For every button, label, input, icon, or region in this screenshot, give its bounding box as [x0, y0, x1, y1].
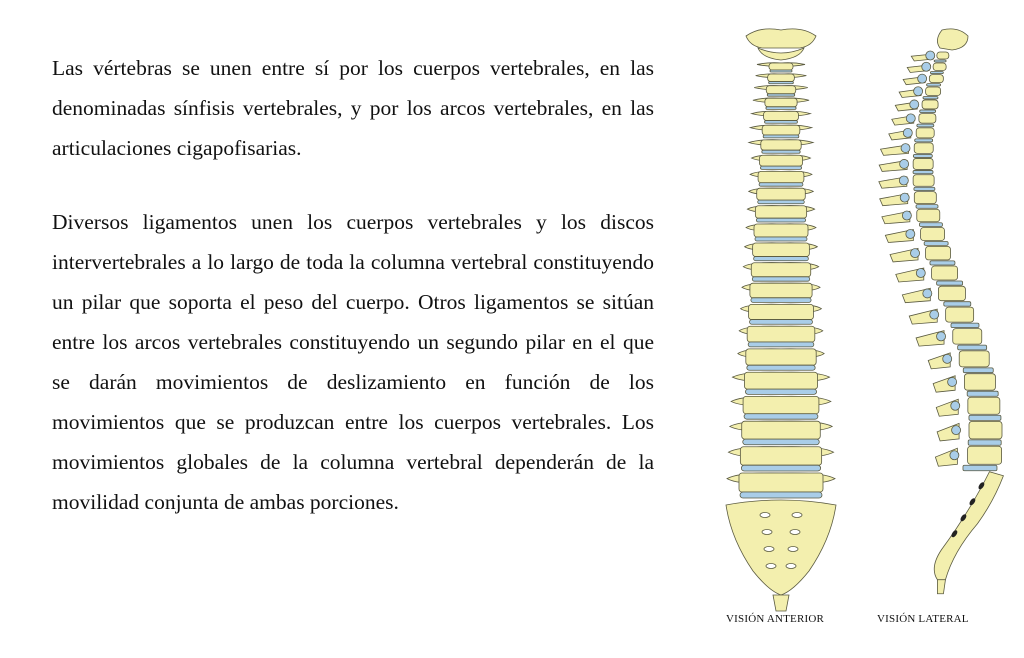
vertebral-body — [740, 447, 821, 465]
lateral-vertebral-body — [922, 100, 938, 109]
intervertebral-disc — [745, 389, 816, 394]
facet-joint — [899, 176, 908, 185]
lateral-disc — [920, 110, 936, 113]
vertebral-body — [746, 349, 816, 365]
vertebral-body — [749, 304, 814, 319]
lateral-disc — [963, 368, 993, 373]
intervertebral-disc — [766, 107, 796, 110]
intervertebral-disc — [767, 94, 794, 96]
sacral-foramen — [762, 530, 772, 535]
intervertebral-disc — [769, 82, 794, 84]
intervertebral-disc — [743, 439, 820, 445]
lateral-disc — [937, 281, 963, 285]
vertebral-body — [762, 125, 800, 135]
spine-illustration — [700, 20, 1024, 620]
lateral-disc — [930, 72, 943, 74]
lateral-vertebral-body — [932, 266, 958, 280]
lateral-vertebral-body — [969, 421, 1002, 439]
vertebral-body — [759, 155, 802, 166]
lateral-disc — [916, 205, 938, 209]
facet-joint — [930, 310, 939, 319]
intervertebral-disc — [748, 342, 814, 347]
atlas-vertebra — [746, 29, 816, 48]
intervertebral-disc — [741, 465, 820, 471]
facet-joint — [903, 128, 912, 137]
lateral-disc — [951, 323, 979, 328]
vertebral-body — [753, 243, 810, 257]
vertebral-body — [769, 63, 793, 70]
lateral-vertebral-body — [914, 143, 933, 154]
lateral-vertebral-body — [929, 75, 943, 83]
lateral-vertebral-body — [959, 351, 989, 367]
lateral-disc — [919, 223, 942, 227]
vertebral-body — [747, 326, 815, 342]
paragraph-2: Diversos ligamentos unen los cuerpos vertebrales y los discos intervertebrales a lo largo de toda la columna vertebral constituyendo un pilar que soporta el peso del cuerpo. Otros ligamentos se sitúan entre los arcos vertebrales constituyendo un segundo pilar en el que se darán movimientos de deslizamiento en función de los movimientos que se produzcan entre los cuerpos vertebrales. Los movimientos globales de la columna vertebral dependerán de la movilidad conjunta de ambas porciones. — [52, 210, 654, 514]
lateral-vertebral-body — [916, 128, 934, 138]
facet-joint — [950, 451, 959, 460]
vertebral-body — [751, 263, 810, 277]
facet-joint — [914, 87, 923, 96]
facet-joint — [926, 51, 935, 60]
vertebral-body — [765, 98, 797, 107]
paragraph-1: Las vértebras se unen entre sí por los cuerpos vertebrales, en las denominadas sínfisis vertebrales, y por los arcos vertebrales, en las articulaciones cigapofisarias. — [52, 56, 654, 160]
facet-joint — [937, 332, 946, 341]
lateral-vertebral-body — [937, 52, 949, 59]
intervertebral-disc — [762, 150, 800, 153]
lateral-disc — [917, 124, 934, 127]
lateral-spine-view — [879, 29, 1004, 594]
facet-joint — [922, 62, 931, 71]
lateral-disc — [914, 187, 935, 190]
lateral-vertebral-body — [919, 114, 936, 124]
lateral-coccyx — [937, 580, 945, 594]
lateral-vertebral-body — [938, 286, 965, 301]
lateral-vertebral-body — [968, 397, 1000, 414]
facet-joint — [943, 354, 952, 363]
facet-joint — [952, 426, 961, 435]
caption-anterior: VISIÓN ANTERIOR — [726, 613, 825, 625]
vertebral-body — [750, 283, 812, 298]
facet-joint — [916, 268, 925, 277]
caption-lateral: VISIÓN LATERAL — [877, 613, 969, 625]
lateral-vertebral-body — [926, 246, 951, 260]
vertebral-body — [766, 86, 795, 94]
lateral-disc — [913, 154, 932, 157]
facet-joint — [900, 193, 909, 202]
vertebral-body — [739, 473, 823, 492]
vertebral-body — [755, 206, 806, 218]
lateral-disc — [944, 302, 971, 306]
vertebral-body — [742, 421, 821, 439]
intervertebral-disc — [770, 70, 792, 72]
sacral-foramen — [764, 547, 774, 552]
intervertebral-disc — [755, 237, 807, 241]
lateral-vertebral-body — [914, 192, 936, 204]
sacral-foramen — [790, 530, 800, 535]
lateral-disc — [913, 170, 933, 173]
lateral-disc — [915, 139, 933, 142]
vertebral-body — [761, 140, 801, 150]
intervertebral-disc — [752, 277, 809, 281]
facet-joint — [910, 100, 919, 109]
lateral-disc — [927, 84, 941, 86]
lateral-vertebral-body — [921, 228, 945, 241]
intervertebral-disc — [751, 298, 811, 303]
lateral-vertebral-body — [933, 63, 946, 71]
facet-joint — [901, 144, 910, 153]
lateral-atlas — [937, 29, 968, 50]
text-column — [52, 48, 654, 522]
lateral-disc — [923, 96, 938, 98]
vertebral-body — [764, 111, 799, 120]
intervertebral-disc — [759, 183, 803, 186]
lateral-vertebral-body — [913, 158, 933, 169]
vertebral-body — [768, 74, 795, 82]
lateral-vertebral-body — [964, 374, 995, 391]
facet-joint — [900, 159, 909, 168]
lateral-vertebral-body — [926, 87, 941, 96]
axis-vertebra — [758, 48, 804, 60]
vertebral-body — [744, 372, 817, 389]
sacrum — [726, 500, 836, 595]
facet-joint — [911, 249, 920, 258]
facet-joint — [923, 289, 932, 298]
facet-joint — [948, 377, 957, 386]
lateral-disc — [958, 345, 987, 350]
facet-joint — [951, 401, 960, 410]
sacral-foramen — [788, 547, 798, 552]
lateral-disc — [934, 60, 946, 62]
vertebral-body — [758, 171, 804, 182]
lateral-disc — [963, 465, 997, 471]
facet-joint — [906, 114, 915, 123]
coccyx — [773, 595, 789, 611]
lateral-disc — [969, 415, 1001, 420]
lateral-disc — [968, 440, 1001, 445]
vertebral-body — [757, 188, 806, 200]
lateral-vertebral-body — [953, 329, 982, 345]
facet-joint — [906, 230, 915, 239]
sacral-foramen — [792, 513, 802, 518]
intervertebral-disc — [744, 414, 818, 419]
lateral-vertebral-body — [913, 175, 934, 187]
lateral-disc — [924, 242, 948, 246]
intervertebral-disc — [760, 166, 801, 169]
intervertebral-disc — [758, 200, 805, 204]
intervertebral-disc — [756, 218, 805, 222]
facet-joint — [918, 74, 927, 83]
intervertebral-disc — [740, 492, 822, 498]
intervertebral-disc — [754, 257, 809, 261]
intervertebral-disc — [765, 121, 798, 124]
facet-joint — [902, 211, 911, 220]
lateral-vertebral-body — [917, 209, 940, 222]
intervertebral-disc — [750, 320, 813, 325]
lateral-disc — [930, 261, 955, 265]
sacral-foramen — [760, 513, 770, 518]
vertebral-body — [754, 224, 808, 237]
lateral-sacrum — [934, 472, 1003, 580]
lateral-vertebral-body — [968, 446, 1002, 464]
anterior-spine-view — [726, 29, 836, 611]
lateral-disc — [967, 391, 998, 396]
lateral-vertebral-body — [946, 307, 974, 322]
intervertebral-disc — [763, 135, 799, 138]
sacral-foramen — [766, 564, 776, 569]
intervertebral-disc — [747, 365, 815, 370]
vertebral-body — [743, 396, 819, 413]
sacral-foramen — [786, 564, 796, 569]
